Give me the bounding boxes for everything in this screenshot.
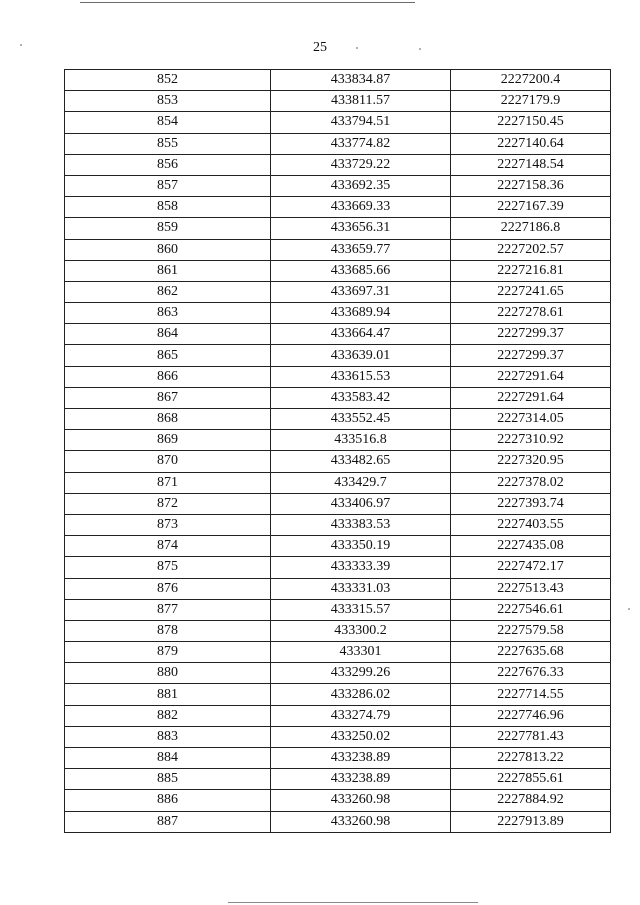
y-coordinate-cell: 2227216.81	[451, 260, 611, 281]
point-number-cell: 871	[65, 472, 271, 493]
x-coordinate-cell: 433260.98	[271, 790, 451, 811]
x-coordinate-cell: 433260.98	[271, 811, 451, 832]
table-row	[65, 451, 611, 472]
x-coordinate-cell: 433274.79	[271, 705, 451, 726]
y-coordinate-cell: 2227278.61	[451, 303, 611, 324]
x-coordinate-cell: 433639.01	[271, 345, 451, 366]
x-coordinate-cell: 433615.53	[271, 366, 451, 387]
point-number-cell: 886	[65, 790, 271, 811]
table-row	[65, 281, 611, 302]
point-number-cell: 865	[65, 345, 271, 366]
table-row	[65, 620, 611, 641]
table-row	[65, 705, 611, 726]
x-coordinate-cell: 433656.31	[271, 218, 451, 239]
table-row	[65, 239, 611, 260]
table-row	[65, 578, 611, 599]
table-row	[65, 91, 611, 112]
x-coordinate-cell: 433406.97	[271, 493, 451, 514]
point-number-cell: 868	[65, 409, 271, 430]
y-coordinate-cell: 2227513.43	[451, 578, 611, 599]
x-coordinate-cell: 433286.02	[271, 684, 451, 705]
coordinate-table	[64, 69, 611, 833]
table-row	[65, 197, 611, 218]
table-row	[65, 218, 611, 239]
x-coordinate-cell: 433299.26	[271, 663, 451, 684]
table-row	[65, 154, 611, 175]
y-coordinate-cell: 2227913.89	[451, 811, 611, 832]
point-number-cell: 873	[65, 514, 271, 535]
x-coordinate-cell: 433315.57	[271, 599, 451, 620]
x-coordinate-cell: 433669.33	[271, 197, 451, 218]
x-coordinate-cell: 433331.03	[271, 578, 451, 599]
x-coordinate-cell: 433697.31	[271, 281, 451, 302]
x-coordinate-cell: 433300.2	[271, 620, 451, 641]
x-coordinate-cell: 433250.02	[271, 726, 451, 747]
table-row	[65, 112, 611, 133]
table-row	[65, 260, 611, 281]
point-number-cell: 852	[65, 70, 271, 91]
x-coordinate-cell: 433834.87	[271, 70, 451, 91]
table-row	[65, 726, 611, 747]
table-row	[65, 769, 611, 790]
point-number-cell: 859	[65, 218, 271, 239]
point-number-cell: 874	[65, 536, 271, 557]
table-row	[65, 663, 611, 684]
y-coordinate-cell: 2227714.55	[451, 684, 611, 705]
x-coordinate-cell: 433685.66	[271, 260, 451, 281]
y-coordinate-cell: 2227884.92	[451, 790, 611, 811]
y-coordinate-cell: 2227579.58	[451, 620, 611, 641]
point-number-cell: 880	[65, 663, 271, 684]
y-coordinate-cell: 2227472.17	[451, 557, 611, 578]
y-coordinate-cell: 2227310.92	[451, 430, 611, 451]
point-number-cell: 864	[65, 324, 271, 345]
table-row	[65, 599, 611, 620]
point-number-cell: 862	[65, 281, 271, 302]
x-coordinate-cell: 433301	[271, 642, 451, 663]
y-coordinate-cell: 2227781.43	[451, 726, 611, 747]
point-number-cell: 882	[65, 705, 271, 726]
x-coordinate-cell: 433659.77	[271, 239, 451, 260]
point-number-cell: 885	[65, 769, 271, 790]
point-number-cell: 853	[65, 91, 271, 112]
y-coordinate-cell: 2227291.64	[451, 366, 611, 387]
x-coordinate-cell: 433689.94	[271, 303, 451, 324]
table-row	[65, 430, 611, 451]
point-number-cell: 855	[65, 133, 271, 154]
point-number-cell: 872	[65, 493, 271, 514]
y-coordinate-cell: 2227378.02	[451, 472, 611, 493]
coordinate-table-body	[65, 70, 611, 833]
y-coordinate-cell: 2227855.61	[451, 769, 611, 790]
y-coordinate-cell: 2227546.61	[451, 599, 611, 620]
point-number-cell: 887	[65, 811, 271, 832]
y-coordinate-cell: 2227291.64	[451, 387, 611, 408]
x-coordinate-cell: 433729.22	[271, 154, 451, 175]
y-coordinate-cell: 2227140.64	[451, 133, 611, 154]
point-number-cell: 878	[65, 620, 271, 641]
table-row	[65, 557, 611, 578]
table-row	[65, 790, 611, 811]
point-number-cell: 870	[65, 451, 271, 472]
y-coordinate-cell: 2227148.54	[451, 154, 611, 175]
x-coordinate-cell: 433811.57	[271, 91, 451, 112]
y-coordinate-cell: 2227186.8	[451, 218, 611, 239]
point-number-cell: 856	[65, 154, 271, 175]
table-row	[65, 472, 611, 493]
table-row	[65, 70, 611, 91]
x-coordinate-cell: 433383.53	[271, 514, 451, 535]
y-coordinate-cell: 2227241.65	[451, 281, 611, 302]
point-number-cell: 867	[65, 387, 271, 408]
y-coordinate-cell: 2227299.37	[451, 345, 611, 366]
point-number-cell: 884	[65, 748, 271, 769]
table-row	[65, 514, 611, 535]
table-row	[65, 387, 611, 408]
top-scan-rule	[80, 2, 415, 3]
scan-speck	[356, 47, 358, 49]
y-coordinate-cell: 2227200.4	[451, 70, 611, 91]
table-row	[65, 684, 611, 705]
table-row	[65, 811, 611, 832]
y-coordinate-cell: 2227167.39	[451, 197, 611, 218]
y-coordinate-cell: 2227299.37	[451, 324, 611, 345]
x-coordinate-cell: 433333.39	[271, 557, 451, 578]
point-number-cell: 858	[65, 197, 271, 218]
y-coordinate-cell: 2227320.95	[451, 451, 611, 472]
x-coordinate-cell: 433692.35	[271, 175, 451, 196]
point-number-cell: 857	[65, 175, 271, 196]
table-row	[65, 409, 611, 430]
scan-speck	[20, 44, 22, 46]
point-number-cell: 879	[65, 642, 271, 663]
point-number-cell: 883	[65, 726, 271, 747]
x-coordinate-cell: 433552.45	[271, 409, 451, 430]
table-row	[65, 133, 611, 154]
y-coordinate-cell: 2227179.9	[451, 91, 611, 112]
table-row	[65, 345, 611, 366]
y-coordinate-cell: 2227746.96	[451, 705, 611, 726]
point-number-cell: 876	[65, 578, 271, 599]
x-coordinate-cell: 433350.19	[271, 536, 451, 557]
x-coordinate-cell: 433516.8	[271, 430, 451, 451]
x-coordinate-cell: 433664.47	[271, 324, 451, 345]
x-coordinate-cell: 433794.51	[271, 112, 451, 133]
point-number-cell: 861	[65, 260, 271, 281]
point-number-cell: 854	[65, 112, 271, 133]
point-number-cell: 877	[65, 599, 271, 620]
point-number-cell: 869	[65, 430, 271, 451]
point-number-cell: 860	[65, 239, 271, 260]
x-coordinate-cell: 433583.42	[271, 387, 451, 408]
y-coordinate-cell: 2227202.57	[451, 239, 611, 260]
table-row	[65, 642, 611, 663]
table-row	[65, 324, 611, 345]
y-coordinate-cell: 2227158.36	[451, 175, 611, 196]
bottom-scan-rule	[228, 902, 478, 903]
table-row	[65, 303, 611, 324]
x-coordinate-cell: 433238.89	[271, 748, 451, 769]
x-coordinate-cell: 433238.89	[271, 769, 451, 790]
point-number-cell: 863	[65, 303, 271, 324]
x-coordinate-cell: 433482.65	[271, 451, 451, 472]
y-coordinate-cell: 2227314.05	[451, 409, 611, 430]
y-coordinate-cell: 2227393.74	[451, 493, 611, 514]
table-row	[65, 175, 611, 196]
point-number-cell: 866	[65, 366, 271, 387]
x-coordinate-cell: 433774.82	[271, 133, 451, 154]
scan-speck	[628, 608, 630, 610]
y-coordinate-cell: 2227403.55	[451, 514, 611, 535]
point-number-cell: 875	[65, 557, 271, 578]
scan-speck	[419, 48, 421, 50]
y-coordinate-cell: 2227635.68	[451, 642, 611, 663]
y-coordinate-cell: 2227813.22	[451, 748, 611, 769]
table-row	[65, 493, 611, 514]
y-coordinate-cell: 2227435.08	[451, 536, 611, 557]
x-coordinate-cell: 433429.7	[271, 472, 451, 493]
table-row	[65, 748, 611, 769]
y-coordinate-cell: 2227676.33	[451, 663, 611, 684]
table-row	[65, 366, 611, 387]
table-row	[65, 536, 611, 557]
page-number: 25	[313, 40, 327, 55]
y-coordinate-cell: 2227150.45	[451, 112, 611, 133]
point-number-cell: 881	[65, 684, 271, 705]
